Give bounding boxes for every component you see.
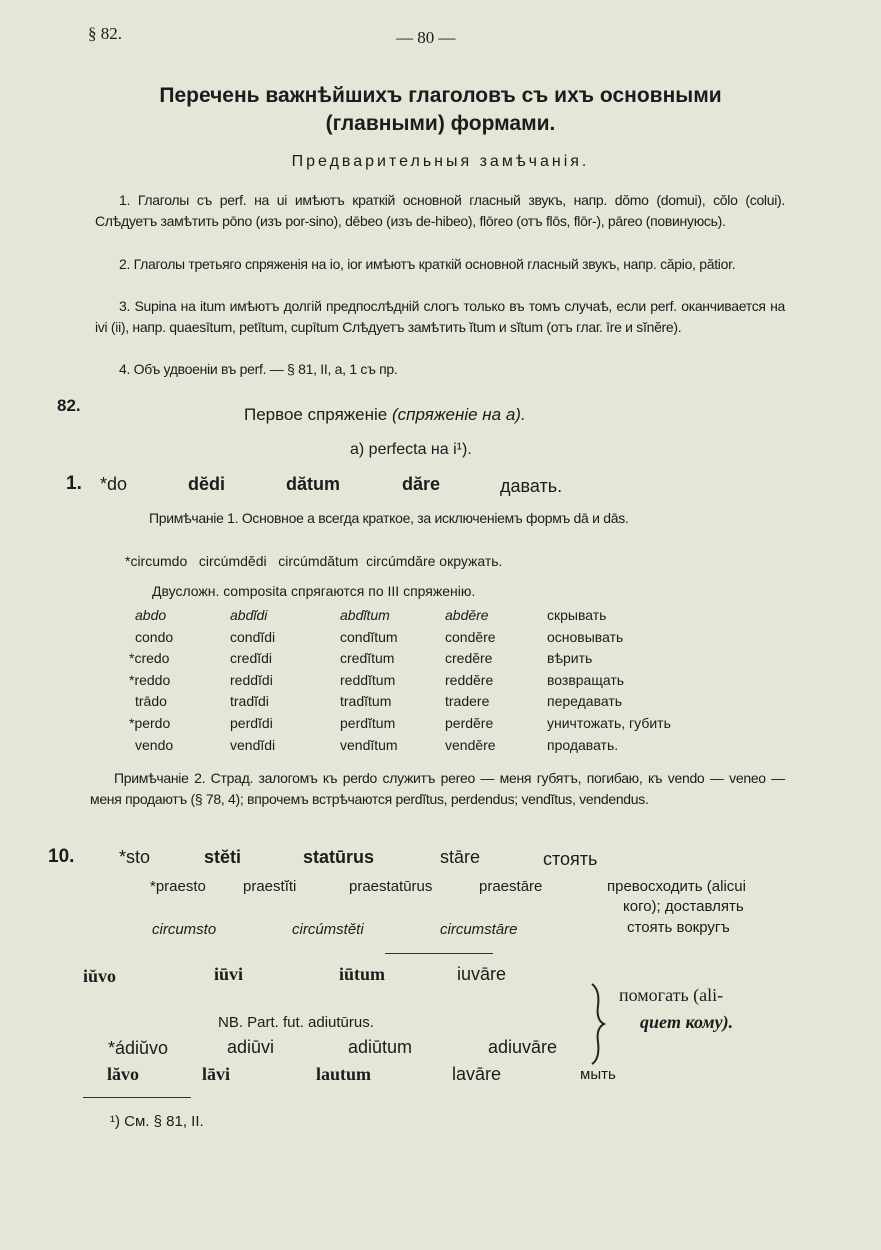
table-cell-meaning: продавать.	[547, 737, 619, 753]
adiuvo-supine: adiūtum	[348, 1037, 413, 1057]
footnote: ¹) См. § 81, II.	[110, 1113, 204, 1130]
entry-number: 1.	[66, 473, 82, 494]
section-number: 82.	[57, 396, 81, 415]
lavo-infinitive: lavāre	[452, 1064, 502, 1084]
divider-rule	[385, 953, 493, 954]
page-title-line1: Перечень важнѣйшихъ глаголовъ съ ихъ основными	[159, 84, 722, 107]
form-meaning: давать.	[500, 476, 563, 496]
table-cell-form: tradere	[445, 693, 490, 709]
prelim-heading: Предварительныя замѣчанія.	[291, 153, 590, 170]
adiuvo-perfect: adiūvi	[227, 1037, 275, 1057]
section-mark: § 82.	[88, 24, 122, 43]
praesto-present: *praesto	[150, 878, 206, 895]
table-cell-form: credĭdi	[230, 650, 273, 666]
lavo-supine: lautum	[316, 1064, 372, 1084]
table-cell-form: perdĭtum	[340, 715, 396, 731]
iuvo-infinitive: iuvāre	[457, 964, 507, 984]
nb-note: NB. Part. fut. adiutūrus.	[218, 1014, 374, 1031]
table-cell-form: perdĕre	[445, 715, 494, 731]
sto-perfect: stĕti	[204, 847, 242, 867]
form-present: *do	[100, 474, 128, 494]
circumdo-line: *circumdo circúmdĕdi circúmdătum circúmdăre окружать.	[125, 553, 503, 569]
table-cell-meaning: передавать	[547, 693, 623, 709]
table-cell-form: trādo	[135, 693, 167, 709]
note-3: 3. Supina на itum имѣютъ долгій предпослѣдній слогъ только въ томъ случаѣ, если perf. оканчивается на ivi (ii), напр. quaesītum, petītum, cupītum Слѣдуетъ замѣтить ĭtum и sĭtum (отъ глаг. īre и sĭnĕre).	[95, 298, 785, 335]
footnote-rule	[83, 1097, 191, 1098]
note-1: 1. Глаголы съ perf. на ui имѣютъ краткій основной гласный звукъ, напр. dŏmo (domui), cŏlo (colui). Слѣдуетъ замѣтить pōno (изъ por-sino), dēbeo (изъ de-hibeo), flōreo (отъ flōs, flōr-), pāreo (повинуюсь).	[95, 192, 785, 229]
praesto-infinitive: praestāre	[479, 878, 543, 895]
iuvo-present: iŭvo	[83, 966, 117, 986]
note-1-text: Примѣчаніе 1. Основное a всегда краткое, за исключеніемъ формъ dā и dās.	[149, 510, 629, 526]
table-cell-form: vendĕre	[445, 737, 496, 753]
table-cell-form: tradĭtum	[340, 693, 392, 709]
table-cell-form: vendĭdi	[230, 737, 276, 753]
note-4: 4. Объ удвоеніи въ perf. — § 81, II, a, 1 съ пр.	[119, 361, 398, 377]
circumsto-infinitive: circumstāre	[440, 921, 518, 938]
page-title-line2: (главными) формами.	[325, 112, 556, 135]
circumsto-meaning: стоять вокругъ	[627, 919, 730, 936]
praesto-perfect: praestĭti	[243, 878, 297, 895]
table-cell-form: *perdo	[129, 715, 171, 731]
table-cell-meaning: возвращать	[547, 672, 625, 688]
iuvo-meaning-1: помогать (ali-	[619, 985, 724, 1005]
table-cell-form: abdĭdi	[230, 607, 268, 623]
table-cell-form: credĭtum	[340, 650, 395, 666]
table-cell-form: abdo	[135, 607, 167, 623]
lavo-perfect: lāvi	[202, 1064, 231, 1084]
iuvo-supine: iūtum	[339, 964, 386, 984]
subheading: a) perfecta на i¹).	[350, 441, 472, 458]
adiuvo-present: *ádiŭvo	[108, 1038, 169, 1058]
table-cell-form: reddĭdi	[230, 672, 273, 688]
praesto-participle: praestatūrus	[349, 878, 433, 895]
entry-number-10: 10.	[48, 846, 75, 867]
form-infinitive: dăre	[402, 474, 441, 494]
table-cell-form: condo	[135, 629, 174, 645]
table-cell-meaning: вѣрить	[547, 650, 593, 666]
form-perfect: dĕdi	[188, 474, 226, 494]
table-cell-form: *credo	[129, 650, 170, 666]
section-heading-italic: (спряженіе на a).	[391, 405, 526, 424]
table-cell-meaning: скрывать	[547, 607, 607, 623]
sto-infinitive: stāre	[440, 847, 481, 867]
page-number: — 80 —	[396, 28, 456, 47]
lavo-present: lăvo	[107, 1064, 140, 1084]
section-heading	[244, 405, 526, 425]
table-cell-form: vendo	[135, 737, 174, 753]
table-cell-form: abdĕre	[445, 607, 489, 623]
table-cell-form: perdĭdi	[230, 715, 273, 731]
iuvo-meaning-2: quem кому).	[640, 1012, 734, 1032]
circumsto-perfect: circúmstĕti	[292, 921, 364, 938]
table-cell-form: tradĭdi	[230, 693, 269, 709]
table-cell-form: *reddo	[129, 672, 171, 688]
table-cell-form: condĭdi	[230, 629, 276, 645]
table-cell-meaning: уничтожать, губить	[547, 715, 671, 731]
table-cell-form: vendĭtum	[340, 737, 398, 753]
table-cell-form: abdĭtum	[340, 607, 390, 623]
table-cell-form: credĕre	[445, 650, 493, 666]
praesto-meaning-2: кого); доставлять	[623, 898, 744, 915]
iuvo-perfect: iūvi	[214, 964, 244, 984]
note-2-text: Примѣчаніе 2. Страд. залогомъ къ perdo служитъ pereo — меня губятъ, погибаю, къ vendo — veneo — меня продаютъ (§ 78, 4); впрочемъ встрѣчаются perdĭtus, perdendus; vendĭtus, vendendus.	[90, 770, 785, 807]
circumsto-present: circumsto	[152, 921, 217, 938]
table-cell-form: condĭtum	[340, 629, 398, 645]
lavo-meaning: мыть	[580, 1066, 616, 1083]
composita-note: Двусложн. composita спрягаются по III спряженію.	[152, 583, 476, 599]
note-2: 2. Глаголы третьяго спряженія на io, ior имѣютъ краткій основной гласный звукъ, напр. căpio, pătior.	[119, 256, 736, 272]
table-cell-form: reddĕre	[445, 672, 494, 688]
praesto-meaning-1: превосходить (alicui	[607, 878, 746, 895]
table-cell-form: reddĭtum	[340, 672, 396, 688]
sto-participle: statūrus	[303, 847, 375, 867]
sto-present: *sto	[119, 847, 151, 867]
section-heading-text: Первое спряженіе	[244, 405, 388, 424]
adiuvo-infinitive: adiuvāre	[488, 1037, 558, 1057]
brace-icon	[588, 982, 608, 1066]
table-cell-meaning: основывать	[547, 629, 624, 645]
table-cell-form: condĕre	[445, 629, 496, 645]
form-supine: dătum	[286, 474, 340, 494]
sto-meaning: стоять	[543, 849, 598, 869]
